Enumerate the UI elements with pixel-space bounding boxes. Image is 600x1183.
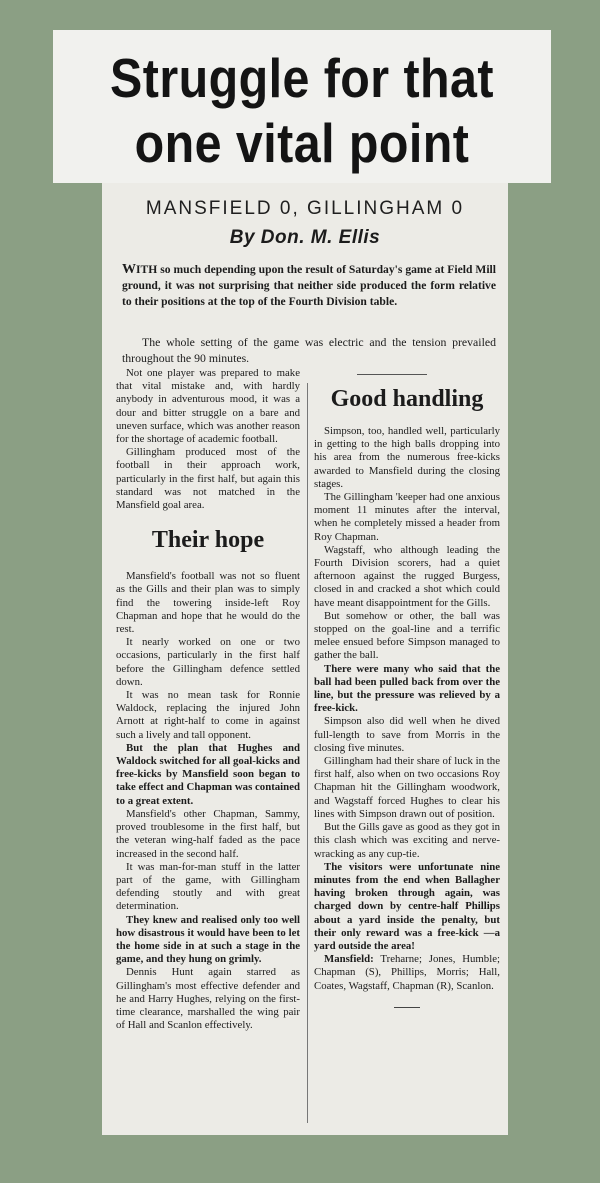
paragraph: It was man-for-man stuff in the latter part of the game, with Gillingham defending stoutly and with great determination. — [116, 860, 300, 913]
paragraph: Wagstaff, who although leading the Fourth Division scorers, had a quiet afternoon against the rugged Burgess, closed in and cracked a shot which could have meant disappointment for the Gills. — [314, 543, 500, 609]
headline-line-1: Struggle for that — [110, 47, 494, 109]
column-divider — [307, 383, 308, 1123]
paragraph: Simpson, too, handled well, particularly in getting to the high balls dropping into his area from the numerous free-kicks awarded to Mansfield during the closing stages. — [314, 425, 500, 490]
intro-paragraph-2: The whole setting of the game was electric and the tension prevailed throughout the 90 minutes. — [122, 335, 496, 365]
team-lineup: Mansfield: Treharne; Jones, Humble; Chapman (S), Phillips, Morris; Hall, Coates, Wagstaff, Chapman (R), Scanlon. — [314, 953, 500, 992]
byline: By Don. M. Ellis — [229, 227, 381, 248]
paragraph: Mansfield's other Chapman, Sammy, proved troublesome in the first half, but the veteran wing-half faded as the pace increased in the second half. — [116, 807, 300, 860]
bold-paragraph: They knew and realised only too well how disastrous it would have been to let the home side in at such a stage in the game, and they hung on grimly. — [116, 913, 300, 966]
subhead-their-hope: Their hope — [151, 527, 265, 554]
paragraph: But the Gills gave as good as they got in this clash which was exciting and nerve-wracking as any cup-tie. — [314, 821, 500, 860]
headline-line-2: one vital point — [134, 112, 470, 174]
column-1 — [116, 367, 300, 1032]
column-2-top-rule — [357, 374, 427, 375]
paragraph: The Gillingham 'keeper had one anxious moment 11 minutes after the interval, when he completely missed a header from Roy Chapman. — [314, 491, 500, 543]
match-result: MANSFIELD 0, GILLINGHAM 0 — [145, 198, 465, 219]
paragraph: Gillingham produced most of the football in their approach work, particularly in the first half, but again this standard was not matched in the Mansfield goal area. — [116, 446, 300, 512]
paragraph: It was no mean task for Ronnie Waldock, replacing the injured John Arnott at right-half to come in against such a lively and tall opponent. — [116, 689, 300, 741]
bold-paragraph: The visitors were unfortunate nine minutes from the end when Ballagher having broken through again, was charged down by centre-half Phillips about a yard inside the penalty, but their only reward was a free-kick —a yard outside the area! — [314, 860, 500, 952]
paragraph: Mansfield's football was not so fluent as the Gills and their plan was to simply find the towering inside-left Roy Chapman and hope that he would do the rest. — [116, 570, 300, 636]
paragraph: But somehow or other, the ball was stopped on the goal-line and a terrific melee ensued before Simpson managed to gather the ball. — [314, 609, 500, 662]
paragraph: It nearly worked on one or two occasions, particularly in the first half before the Gillingham defence settled down. — [116, 636, 300, 688]
intro-paragraph — [122, 262, 496, 310]
drop-cap: W — [122, 262, 136, 277]
bold-paragraph: There were many who said that the ball had been pulled back from over the line, but the pressure was relieved by a free-kick. — [314, 662, 500, 715]
article-clipping — [102, 183, 508, 1135]
subhead-good-handling: Good handling — [330, 386, 484, 412]
paragraph: Gillingham had their share of luck in the first half, also when on two occasions Roy Chapman hit the Gillingham woodwork, and Wagstaff forced Hughes to clear his lines with Simpson drawn out of position. — [314, 755, 500, 820]
bold-paragraph: But the plan that Hughes and Waldock switched for all goal-kicks and free-kicks by Mansfield soon began to take effect and Chapman was contained to a great extent. — [116, 741, 300, 807]
paragraph: Simpson also did well when he dived full-length to save from Morris in the closing five minutes. — [314, 715, 500, 754]
paragraph: Dennis Hunt again starred as Gillingham's most effective defender and he and Harry Hughes, relying on the first-time clearance, marshalled the wing pair of Hall and Scanlon effectively. — [116, 966, 300, 1032]
intro-text: ITH so much depending upon the result of Saturday's game at Field Mill ground, it was not surprising that neither side produced the form relative to their positions at the top of the Fourth Division table. — [122, 263, 496, 308]
column-2 — [314, 377, 500, 1008]
end-rule — [394, 1007, 420, 1008]
paragraph: Not one player was prepared to make that vital mistake and, with hardly anybody in adventurous mood, it was a dour and bitter struggle on a bare and uneven surface, which was another reason for the shortage of academic football. — [116, 367, 300, 446]
headline-panel — [53, 30, 551, 183]
